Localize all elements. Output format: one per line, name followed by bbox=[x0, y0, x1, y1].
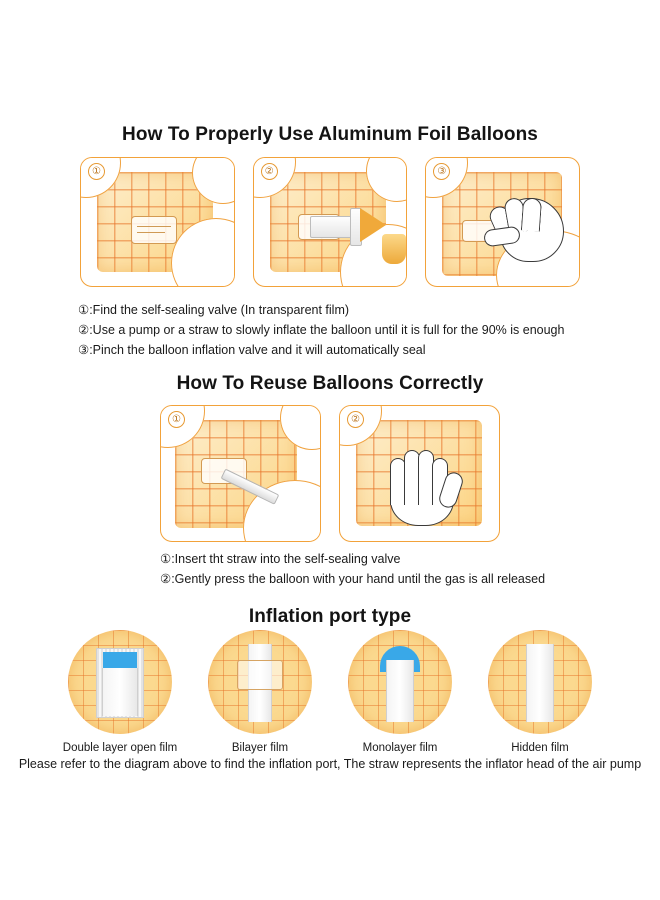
port-diagram-double-layer-open-film bbox=[68, 630, 172, 734]
section-title-use: How To Properly Use Aluminum Foil Balloons bbox=[122, 124, 538, 145]
reuse-panel-2 bbox=[339, 405, 500, 542]
reuse-caption-2: ②:Gently press the balloon with your hand until the gas is all released bbox=[160, 572, 546, 586]
section-title-ports: Inflation port type bbox=[248, 606, 412, 627]
step-badge: ① bbox=[88, 163, 105, 180]
step-badge: ② bbox=[347, 411, 364, 428]
port-diagram-monolayer-film bbox=[348, 630, 452, 734]
use-panel-1 bbox=[80, 157, 235, 287]
use-captions bbox=[78, 300, 598, 360]
inflation-port-row bbox=[60, 630, 600, 754]
step-badge: ② bbox=[261, 163, 278, 180]
use-caption-3: ③:Pinch the balloon inflation valve and it will automatically seal bbox=[78, 343, 426, 357]
use-panel-row bbox=[80, 157, 580, 287]
reuse-panel-1 bbox=[160, 405, 321, 542]
reuse-caption-1: ①:Insert tht straw into the self-sealing valve bbox=[160, 552, 401, 566]
step-badge: ① bbox=[168, 411, 185, 428]
port-diagram-bilayer-film bbox=[208, 630, 312, 734]
section-title-reuse: How To Reuse Balloons Correctly bbox=[176, 373, 484, 394]
pump-nozzle bbox=[310, 216, 354, 238]
port-item bbox=[480, 630, 600, 754]
use-panel-3 bbox=[425, 157, 580, 287]
use-panel-2 bbox=[253, 157, 408, 287]
self-sealing-valve-window bbox=[131, 216, 177, 244]
port-item bbox=[340, 630, 460, 754]
reuse-panel-row bbox=[160, 405, 500, 542]
port-diagram-hidden-film bbox=[488, 630, 592, 734]
use-caption-2: ②:Use a pump or a straw to slowly inflate the balloon until it is full for the 90% is enough bbox=[78, 323, 565, 337]
port-label: Bilayer film bbox=[231, 742, 289, 754]
port-item bbox=[200, 630, 320, 754]
port-label: Monolayer film bbox=[362, 742, 438, 754]
port-label: Hidden film bbox=[511, 742, 569, 754]
footer-note: Please refer to the diagram above to find the inflation port, The straw represents the inflator head of the air pump bbox=[18, 757, 642, 771]
pump-tube bbox=[382, 234, 406, 264]
port-item bbox=[60, 630, 180, 754]
reuse-captions bbox=[160, 549, 580, 589]
step-badge: ③ bbox=[433, 163, 450, 180]
use-caption-1: ①:Find the self-sealing valve (In transparent film) bbox=[78, 303, 350, 317]
hand-finger bbox=[521, 197, 542, 231]
port-label: Double layer open film bbox=[62, 742, 178, 754]
